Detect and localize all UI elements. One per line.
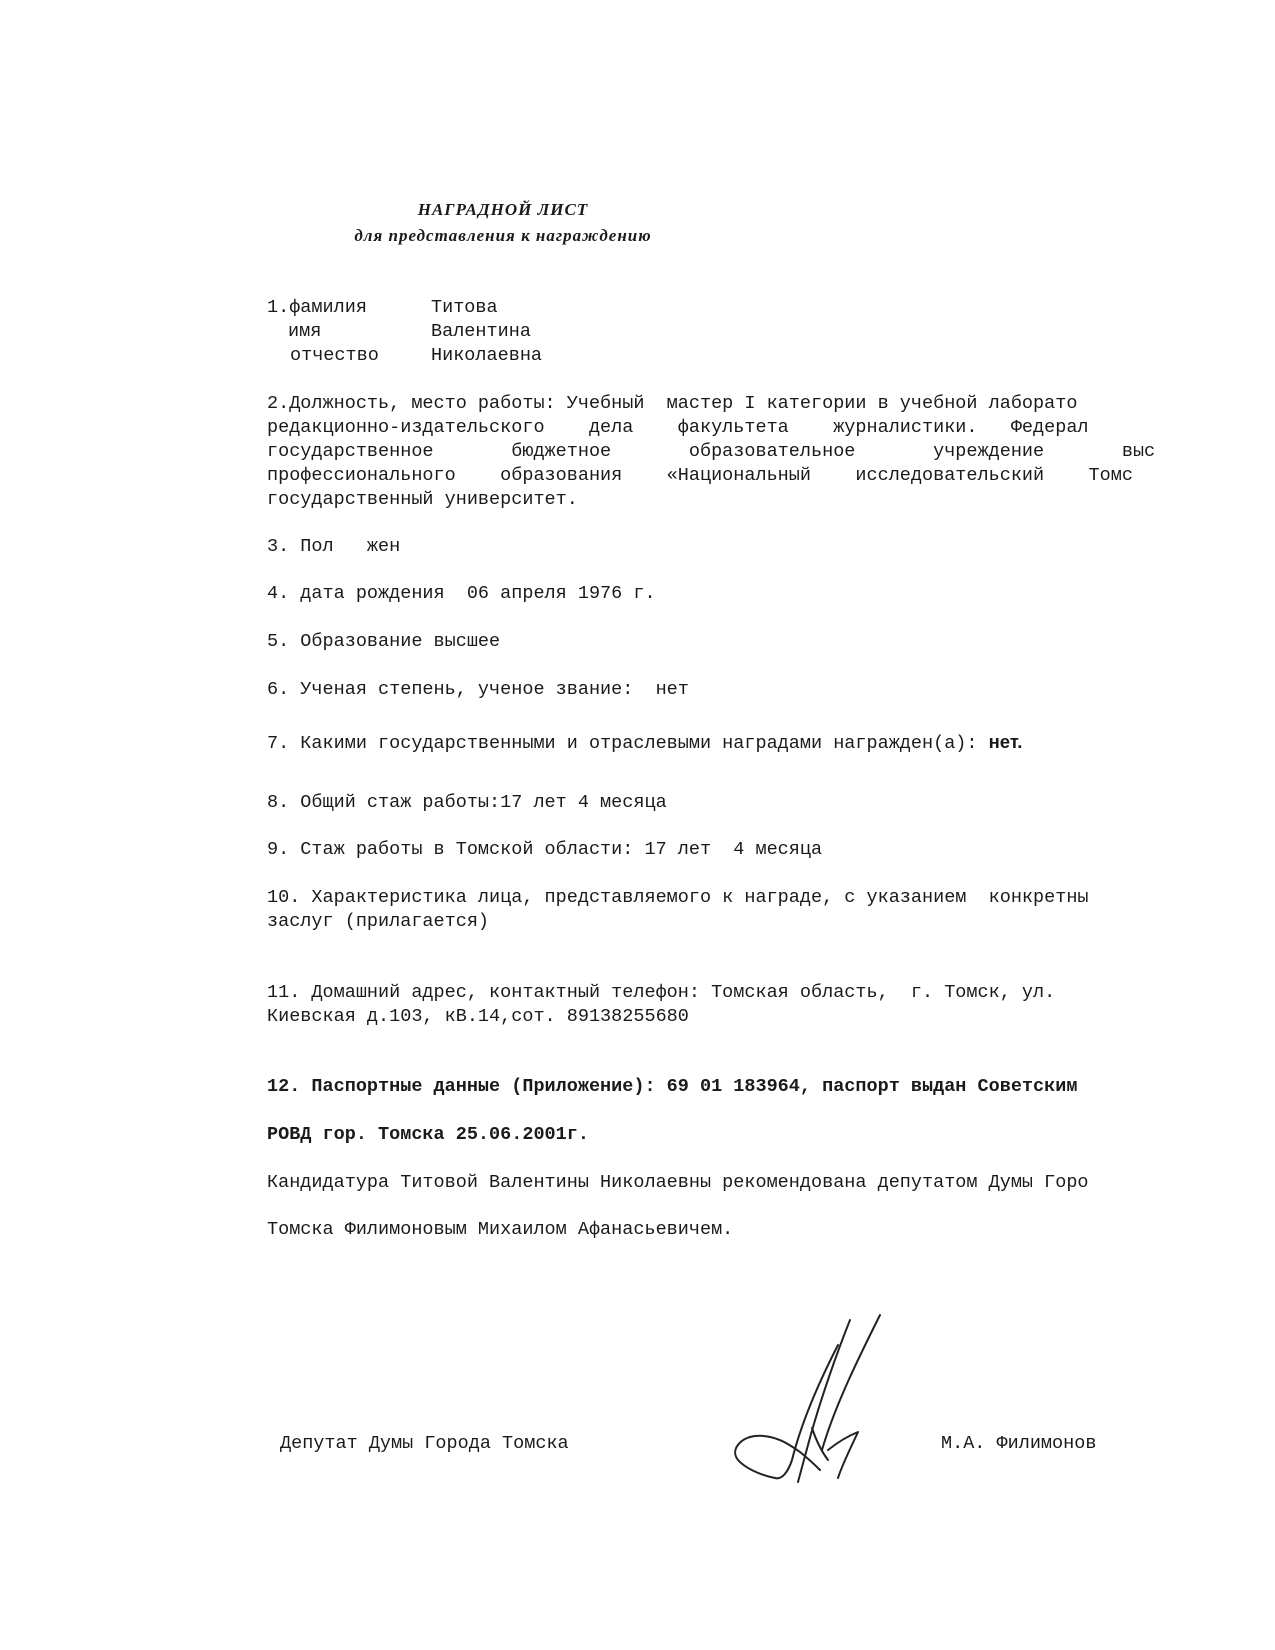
document-subtitle: для представления к награждению: [354, 226, 652, 245]
passport-line-2: РОВД гор. Томска 25.06.2001г.: [267, 1124, 589, 1145]
tomsk-experience-field: 9. Стаж работы в Томской области: 17 лет 4 месяца: [267, 839, 823, 860]
education-field: 5. Образование высшее: [267, 631, 501, 652]
awards-field: [267, 730, 1022, 756]
characteristic-line-2: заслуг (прилагается): [267, 911, 490, 932]
recommendation-line-1: Кандидатура Титовой Валентины Николаевны рекомендована депутатом Думы Горо: [267, 1172, 1089, 1193]
first-name-label: имя: [288, 321, 322, 342]
document-title: НАГРАДНОЙ ЛИСТ: [417, 200, 589, 219]
position-line-3: государственное бюджетное образовательное учреждение выс: [267, 441, 1156, 462]
sex-field: 3. Пол жен: [267, 536, 401, 557]
signer-name: М.А. Филимонов: [941, 1433, 1097, 1454]
patronymic-value: Николаевна: [431, 345, 543, 366]
awards-prefix: 7. Какими государственными и отраслевыми наградами награжден(а):: [267, 733, 978, 754]
awards-value: нет.: [988, 731, 1023, 752]
characteristic-line-1: 10. Характеристика лица, представляемого к награде, с указанием конкретны: [267, 887, 1089, 908]
total-experience-field: 8. Общий стаж работы:17 лет 4 месяца: [267, 792, 667, 813]
address-line-1: 11. Домашний адрес, контактный телефон: Томская область, г. Томск, ул.: [267, 982, 1056, 1003]
degree-field: 6. Ученая степень, ученое звание: нет: [267, 679, 689, 700]
first-name-value: Валентина: [431, 321, 531, 342]
signer-role: Депутат Думы Города Томска: [280, 1433, 569, 1454]
signature-icon: [720, 1310, 890, 1490]
position-line-5: государственный университет.: [267, 489, 578, 510]
address-line-2: Киевская д.103, кВ.14,сот. 89138255680: [267, 1006, 689, 1027]
surname-label: 1.фамилия: [267, 297, 367, 318]
position-line-1: 2.Должность, место работы: Учебный мастер I категории в учебной лаборато: [267, 393, 1078, 414]
recommendation-line-2: Томска Филимоновым Михаилом Афанасьевичем.: [267, 1219, 734, 1240]
position-line-2: редакционно-издательского дела факультета журналистики. Федерал: [267, 417, 1089, 438]
birth-date-field: 4. дата рождения 06 апреля 1976 г.: [267, 583, 656, 604]
position-line-4: профессионального образования «Национальный исследовательский Томс: [267, 465, 1133, 486]
surname-value: Титова: [431, 297, 498, 318]
patronymic-label: отчество: [290, 345, 379, 366]
passport-line-1: 12. Паспортные данные (Приложение): 69 01 183964, паспорт выдан Советским: [267, 1076, 1078, 1097]
